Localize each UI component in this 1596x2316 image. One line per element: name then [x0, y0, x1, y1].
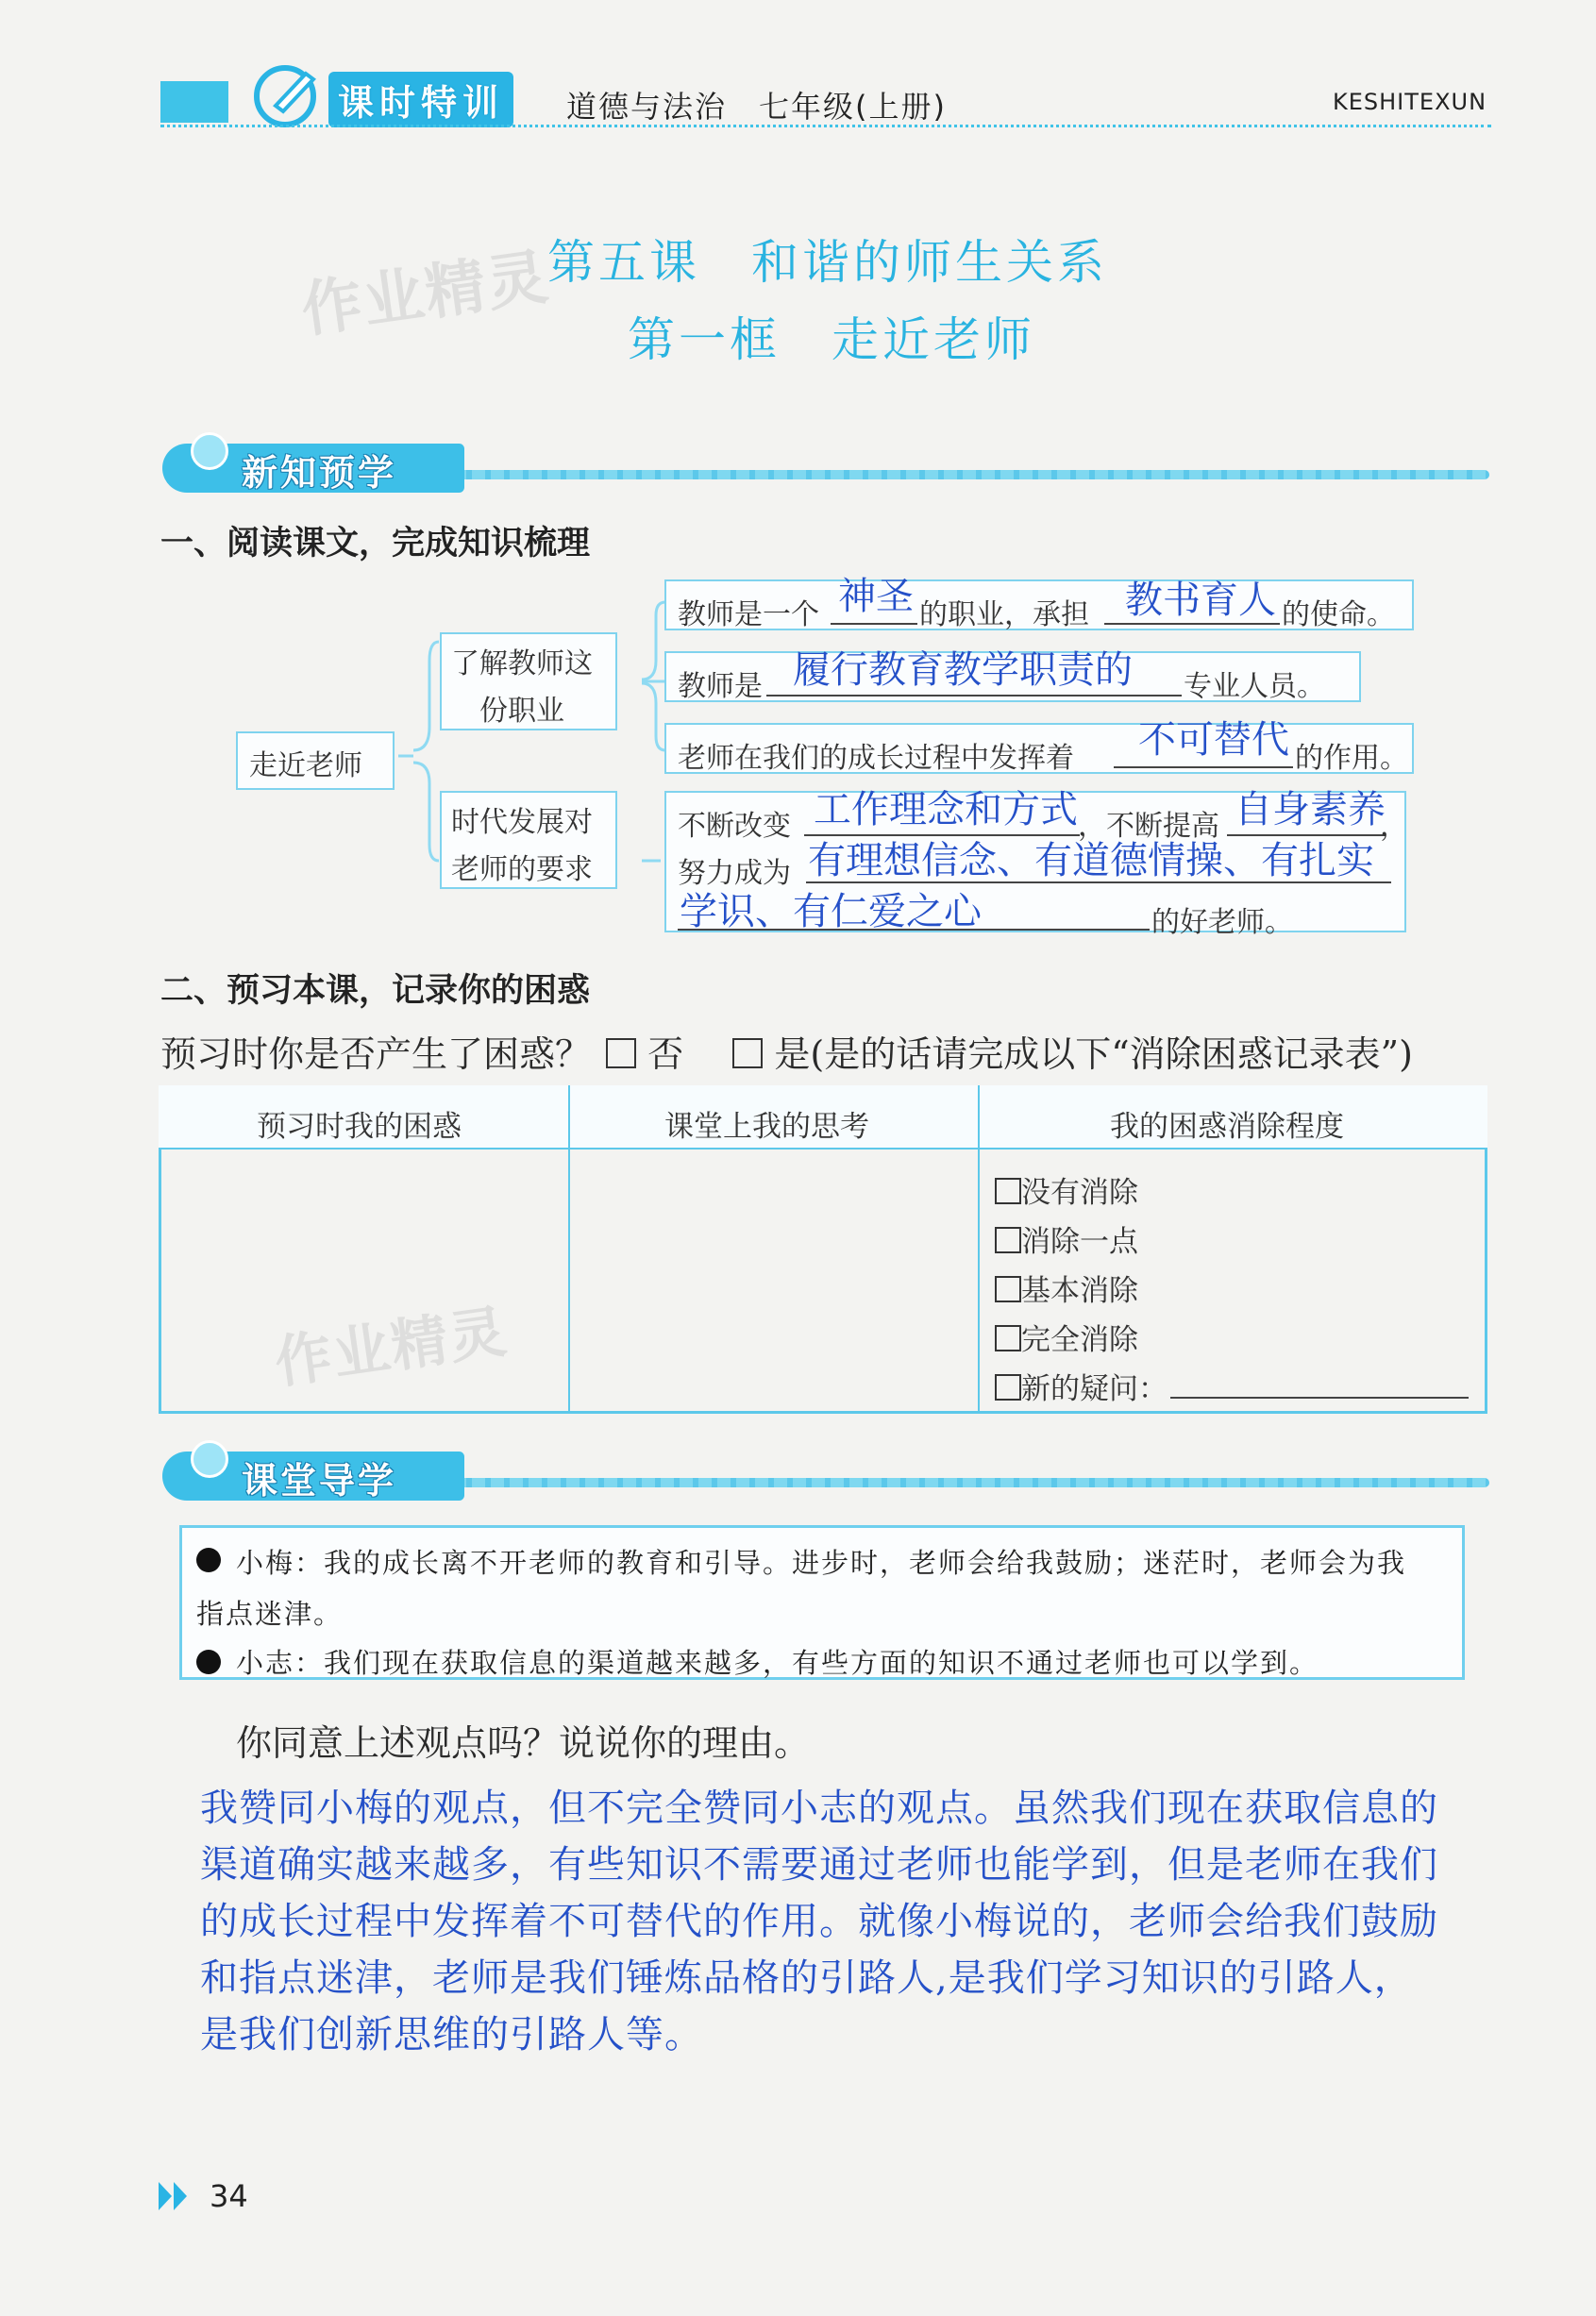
fact2-text-a: 教师是 [678, 670, 763, 703]
table-divider [568, 1085, 570, 1414]
bullet-icon [196, 1548, 221, 1572]
answer-line-1: 我赞同小梅的观点，但不完全赞同小志的观点。虽然我们现在获取信息的 [200, 1787, 1438, 1830]
answer-text: 自身素养 [1235, 788, 1386, 831]
option-yes-label: 是(是的话请完成以下“消除困惑记录表”) [774, 1033, 1413, 1075]
fact3-text-a: 老师在我们的成长过程中发挥着 [678, 742, 1074, 775]
fact1-text-b: 的职业，承担 [919, 598, 1089, 631]
blank-line [766, 695, 1182, 696]
fact1-text-c: 的使命。 [1282, 598, 1395, 631]
fact4-text-c: ， [1380, 810, 1408, 843]
resolution-option-3[interactable] [995, 1267, 1138, 1309]
confusion-question: 预习时你是否产生了困惑？ [160, 1033, 592, 1075]
brand-latin: KESHITEXUN [1333, 89, 1487, 115]
answer-line-2: 渠道确实越来越多，有些知识不需要通过老师也能学到，但是老师在我们 [200, 1843, 1438, 1887]
banner-bulb-icon [191, 1440, 228, 1478]
table-header-confusion: 预习时我的困惑 [257, 1110, 462, 1144]
viewpoint-xiaozhi: 小志：我们现在获取信息的渠道越来越多，有些方面的知识不通过老师也可以学到。 [236, 1647, 1319, 1679]
option-label: 消除一点 [1021, 1225, 1138, 1259]
branch1-line2: 份职业 [479, 695, 564, 728]
root-node-label: 走近老师 [249, 749, 362, 782]
answer-line-5: 是我们创新思维的引路人等。 [200, 2013, 703, 2056]
bullet-icon [196, 1650, 221, 1674]
branch2-line1: 时代发展对 [451, 806, 593, 839]
answer-text: 履行教育教学职责的 [793, 648, 1133, 692]
resolution-option-2[interactable] [995, 1217, 1138, 1260]
discussion-prompt: 你同意上述观点吗？说说你的理由。 [236, 1722, 811, 1764]
frame-title: 第一框 走近老师 [628, 312, 1035, 367]
fact4-text-a: 不断改变 [678, 810, 791, 843]
checkbox-no[interactable] [606, 1038, 636, 1068]
answer-text: 教书育人 [1125, 579, 1276, 622]
table-header-thinking: 课堂上我的思考 [664, 1110, 869, 1144]
table-divider [978, 1085, 980, 1414]
checkbox[interactable] [995, 1276, 1021, 1302]
answer-text: 神圣 [838, 575, 914, 618]
branch2-line2: 老师的要求 [451, 853, 593, 886]
branch1-line1: 了解教师这 [451, 647, 593, 680]
checkbox-yes[interactable] [732, 1038, 763, 1068]
fact2-text-b: 专业人员。 [1184, 670, 1325, 703]
fact4-text-d: 努力成为 [678, 857, 791, 890]
section-title-new-knowledge: 新知预学 [242, 452, 397, 494]
table-cell-thinking-input[interactable] [580, 1161, 968, 1402]
option-label: 完全消除 [1021, 1323, 1138, 1357]
checkbox[interactable] [995, 1325, 1021, 1351]
option-no-label: 否 [647, 1033, 684, 1075]
fact4-text-e: 的好老师。 [1151, 906, 1293, 939]
double-chevron-icon [157, 2180, 194, 2212]
watermark: 作业精灵 [296, 242, 554, 346]
viewpoint-xiaomei-line1: 小梅：我的成长离不开老师的教育和引导。进步时，老师会给我鼓励；迷茫时，老师会为我 [236, 1547, 1407, 1579]
option-label: 基本消除 [1021, 1274, 1138, 1308]
part1-heading: 一、阅读课文，完成知识梳理 [160, 525, 591, 562]
checkbox[interactable] [995, 1227, 1021, 1253]
watermark: 作业精灵 [271, 1299, 512, 1397]
answer-text: 不可替代 [1138, 718, 1289, 762]
part2-heading: 二、预习本课，记录你的困惑 [160, 972, 591, 1010]
option-label: 新的疑问： [1021, 1372, 1168, 1406]
subject-title: 道德与法治 七年级(上册) [566, 89, 947, 125]
resolution-option-4[interactable] [995, 1316, 1138, 1358]
checkbox[interactable] [995, 1374, 1021, 1401]
answer-text: 学识、有仁爱之心 [680, 890, 982, 933]
fact3-text-b: 的作用。 [1295, 742, 1408, 775]
answer-text: 工作理念和方式 [814, 788, 1078, 831]
option-label: 没有消除 [1021, 1176, 1138, 1210]
new-question-blank[interactable] [1170, 1397, 1469, 1399]
blank-line [831, 623, 917, 625]
fact4-text-b: ，不断提高 [1078, 810, 1219, 843]
resolution-option-5[interactable] [995, 1365, 1168, 1407]
table-header-resolution: 我的困惑消除程度 [1110, 1110, 1344, 1144]
confusion-question-row [160, 1025, 1413, 1077]
brand-title: 课时特训 [328, 72, 513, 127]
checkbox[interactable] [995, 1178, 1021, 1204]
answer-text: 有理想信念、有道德情操、有扎实 [808, 839, 1374, 882]
fact1-text-a: 教师是一个 [678, 598, 819, 631]
section-title-classroom: 课堂导学 [242, 1460, 397, 1502]
lesson-title: 第五课 和谐的师生关系 [547, 235, 1108, 290]
viewpoint-xiaomei-line2: 指点迷津。 [196, 1598, 344, 1630]
resolution-option-1[interactable] [995, 1168, 1138, 1211]
answer-line-3: 的成长过程中发挥着不可替代的作用。就像小梅说的，老师会给我们鼓励 [200, 1900, 1438, 1943]
page-number: 34 [210, 2178, 248, 2214]
blank-line [1114, 766, 1293, 768]
answer-line-4: 和指点迷津，老师是我们锤炼品格的引路人,是我们学习知识的引路人， [200, 1956, 1413, 2000]
